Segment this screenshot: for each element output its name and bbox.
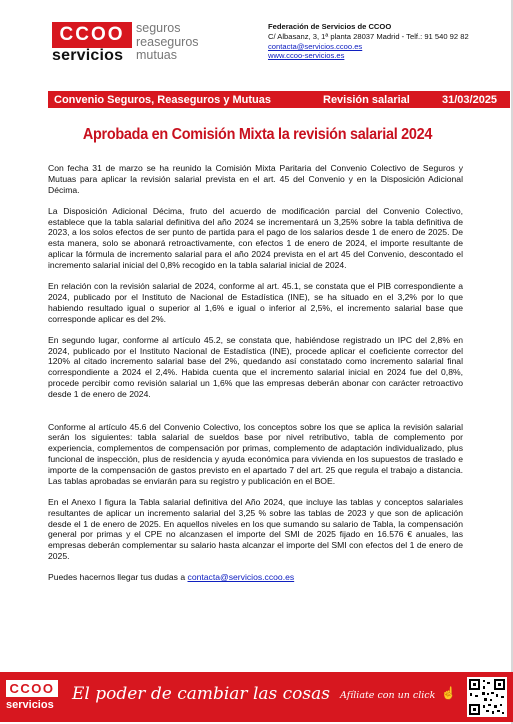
org-name: Federación de Servicios de CCOO <box>268 22 392 31</box>
org-address: C/ Albasanz, 3, 1ª planta 28037 Madrid - Telf.: 91 540 92 82 <box>268 31 469 41</box>
pointing-hand-icon: ☝ <box>441 686 456 700</box>
document-title: Aprobada en Comisión Mixta la revisión salarial 2024 <box>82 126 433 143</box>
footer-logo-name: servicios <box>6 699 54 711</box>
qr-code-icon[interactable] <box>467 677 507 717</box>
logo-sub-line: mutuas <box>136 48 177 62</box>
banner-topic: Revisión salarial <box>323 93 410 106</box>
paragraph: En segundo lugar, conforme al artículo 45.2, se constata que, habiéndose registrado un IPC del 2,8% en 2024, publicado por el Instituto Nacional de Estadística (INE), procede aplicar el coeficiente corrector del 120% al citado incremento salarial base del 2%, quedando así constatado como incremento salarial final correspondiente a 2024 el 2,4%. Habida cuenta que el incremento salarial inicial en 2024 fue del 0,8%, procede percibir como revisión salarial un 1,6% que las empresas deberán abonar con carácter retroactivo desde 1 de enero de 2024. <box>48 334 463 399</box>
logo-subtitle <box>136 22 226 63</box>
banner-bar <box>48 91 510 108</box>
paragraph: En relación con la revisión salarial de 2024, conforme al art. 45.1, se constata que el PIB correspondiente a 2024, publicado por el Instituto de Nacional de Estadística (INE), se ha situado en el 3,2% por lo que habiendo resultado igual o superior al 1,6% e igual o inferior al 2,5%, el incremento salarial base que corresponde aplicar es del 2%. <box>48 281 463 324</box>
contact-email-link[interactable]: contacta@servicios.ccoo.es <box>187 572 295 583</box>
organization-info <box>268 22 483 61</box>
document-body <box>48 163 463 594</box>
affiliate-link[interactable]: Afíliate con un click <box>340 690 436 701</box>
org-web-link[interactable]: www.ccoo-servicios.es <box>268 51 345 61</box>
banner-date: 31/03/2025 <box>442 93 498 106</box>
paragraph: La Disposición Adicional Décima, fruto del acuerdo de modificación parcial del Convenio Colectivo, establece que la tabla salarial definitiva del año 2024 se incrementará un 3,25% sobre la tabla definitiva de 2023, a los solos efectos de ser punto de partida para el pago de los salarios desde 1 de enero de 2025. De esta manera, solo se abonará retroactivamente, con efectos 1 de enero de 2024, el importe resultante de aplicar la fórmula de incremento salarial para el año 2024 prevista en el art 45 del Convenio, descontado el incremento salarial inicial del 0,8% recogido en la tabla salarial inicial de 2024. <box>48 205 463 270</box>
closing-text: Puedes hacernos llegar tus dudas a <box>48 572 188 583</box>
banner-agreement: Convenio Seguros, Reaseguros y Mutuas <box>54 93 271 106</box>
logo-sub-line: seguros <box>136 21 181 35</box>
logo-mark: CCOO <box>52 22 132 48</box>
paragraph: Con fecha 31 de marzo se ha reunido la Comisión Mixta Paritaria del Convenio Colectivo de Seguros y Mutuas para aplicar la revisión salarial prevista en el art. 45 del Convenio y en la Disposición Adicional Décima. <box>48 163 463 195</box>
logo-sub-line: reaseguros <box>136 34 199 49</box>
org-email-link[interactable]: contacta@servicios.ccoo.es <box>268 41 363 51</box>
footer-slogan: El poder de cambiar las cosas <box>72 684 330 704</box>
paragraph: Conforme al artículo 45.6 del Convenio Colectivo, los conceptos sobre los que se aplica la revisión salarial serán los siguientes: tabla salarial de sueldos base por nivel retributivo, tabla de complemento por experiencia, complementos de compensación por primas, complemento de adaptación individualizado, plus funcional de inspección, plus de residencia y ayuda económica para vivienda en los supuestos de traslado e importe de la compensación de gastos previsto en el apartado 7 del art. 25 que regula el trabajo a distancia. Las tablas aprobadas se enviarán para su registro y publicación en el BOE. <box>48 421 463 486</box>
footer-banner <box>0 672 513 722</box>
paragraph: En el Anexo I figura la Tabla salarial definitiva del Año 2024, que incluye las tablas y conceptos salariales resultantes de aplicar un incremento salarial del 3,25 % sobre las tablas de 2023 y que son de aplicación desde el 1 de enero de 2025. En aquellos niveles en los que sumando su salario de Tabla, la compensación general por primas y el CPE no alcanzasen el importe del SMI de 2025 fijado en 16.576 € anuales, las empresas deberán complementar su salario hasta alcanzar el importe del SMI con efectos del 1 de enero de 2025. <box>48 496 463 561</box>
footer-logo-mark: CCOO <box>6 680 58 697</box>
logo-name: servicios <box>52 47 124 64</box>
closing-line <box>48 572 463 583</box>
